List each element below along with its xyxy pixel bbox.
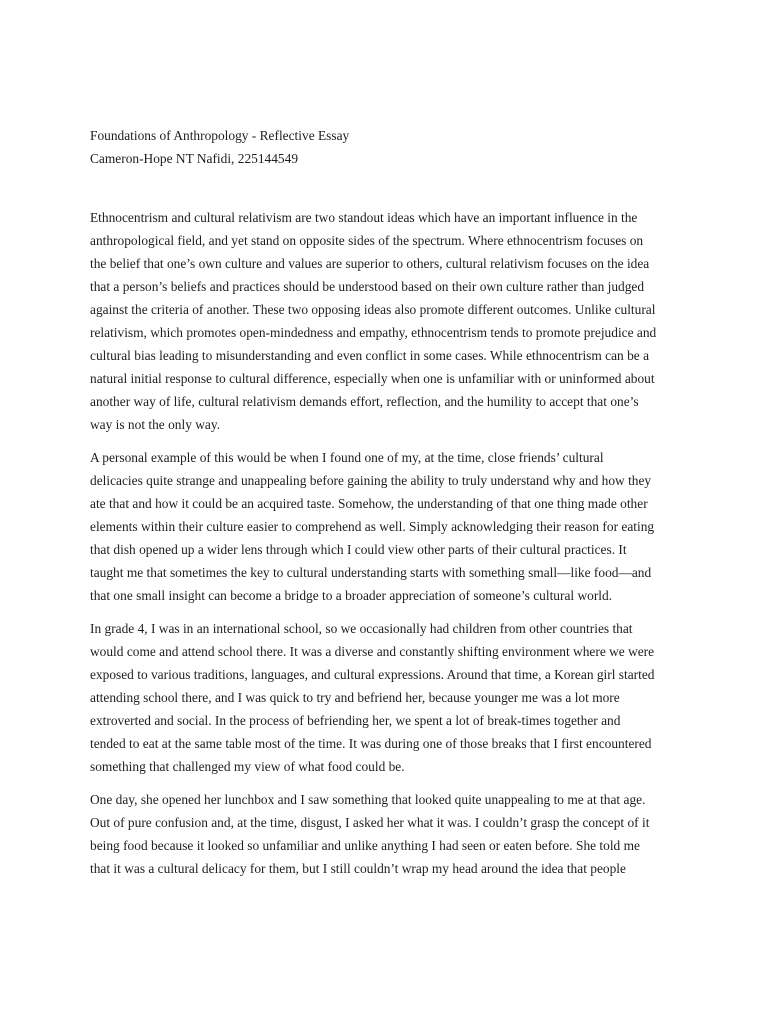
- header-spacer: [90, 170, 690, 206]
- paragraph-line: taught me that sometimes the key to cultural understanding starts with something small—like food—and: [90, 565, 652, 580]
- paragraph-line: exposed to various traditions, languages, and cultural expressions. Around that time, a Korean girl started: [90, 667, 655, 682]
- paragraph-line: anthropological field, and yet stand on opposite sides of the spectrum. Where ethnocentrism focuses on: [90, 233, 644, 248]
- paragraph-line: that one small insight can become a bridge to a broader appreciation of someone’s cultural world.: [90, 588, 613, 603]
- paragraph-line: way is not the only way.: [90, 417, 221, 432]
- paragraph: [90, 617, 690, 778]
- paragraph-line: the belief that one’s own culture and values are superior to others, cultural relativism focuses on the idea: [90, 256, 650, 271]
- paragraph-line: tended to eat at the same table most of the time. It was during one of those breaks that I first encountered: [90, 736, 652, 751]
- paragraph-line: extroverted and social. In the process of befriending her, we spent a lot of break-times together and: [90, 713, 621, 728]
- paragraph-line: against the criteria of another. These two opposing ideas also promote different outcomes. Unlike cultural: [90, 302, 656, 317]
- paragraph-line: delicacies quite strange and unappealing before gaining the ability to truly understand why and how they: [90, 473, 652, 488]
- paragraph-line: Out of pure confusion and, at the time, disgust, I asked her what it was. I couldn’t grasp the concept of it: [90, 815, 650, 830]
- paragraph-line: that it was a cultural delicacy for them, but I still couldn’t wrap my head around the idea that people: [90, 861, 626, 876]
- paragraph-line: natural initial response to cultural difference, especially when one is unfamiliar with or uninformed about: [90, 371, 655, 386]
- essay-body: [90, 124, 690, 890]
- paragraph-line: relativism, which promotes open-mindedness and empathy, ethnocentrism tends to promote prejudice and: [90, 325, 657, 340]
- paragraph: [90, 788, 690, 880]
- paragraph-line: A personal example of this would be when I found one of my, at the time, close friends’ cultural: [90, 450, 604, 465]
- paragraph-line: that a person’s beliefs and practices should be understood based on their own culture rather than judged: [90, 279, 645, 294]
- paragraph: [90, 206, 690, 436]
- paragraph-list: [90, 206, 690, 880]
- paragraph-line: cultural bias leading to misunderstanding and even conflict in some cases. While ethnocentrism can be a: [90, 348, 650, 363]
- paragraph-line: In grade 4, I was in an international school, so we occasionally had children from other countries that: [90, 621, 633, 636]
- paragraph-line: something that challenged my view of what food could be.: [90, 759, 405, 774]
- paragraph-line: elements within their culture easier to comprehend as well. Simply acknowledging their reason for eating: [90, 519, 655, 534]
- paragraph: [90, 446, 690, 607]
- essay-title: Foundations of Anthropology - Reflective Essay: [90, 128, 350, 143]
- paragraph-line: that dish opened up a wider lens through which I could view other parts of their cultural practices. It: [90, 542, 627, 557]
- paragraph-line: would come and attend school there. It was a diverse and constantly shifting environment where we were: [90, 644, 655, 659]
- paragraph-line: One day, she opened her lunchbox and I saw something that looked quite unappealing to me at that age.: [90, 792, 646, 807]
- author-line: Cameron-Hope NT Nafidi, 225144549: [90, 151, 299, 166]
- paragraph-line: attending school there, and I was quick to try and befriend her, because younger me was a lot more: [90, 690, 620, 705]
- paragraph-line: another way of life, cultural relativism demands effort, reflection, and the humility to accept that one’s: [90, 394, 639, 409]
- paragraph-line: being food because it looked so unfamiliar and unlike anything I had seen or eaten before. She told me: [90, 838, 640, 853]
- paragraph-line: ate that and how it could be an acquired taste. Somehow, the understanding of that one thing made other: [90, 496, 648, 511]
- paragraph-line: Ethnocentrism and cultural relativism are two standout ideas which have an important influence in the: [90, 210, 638, 225]
